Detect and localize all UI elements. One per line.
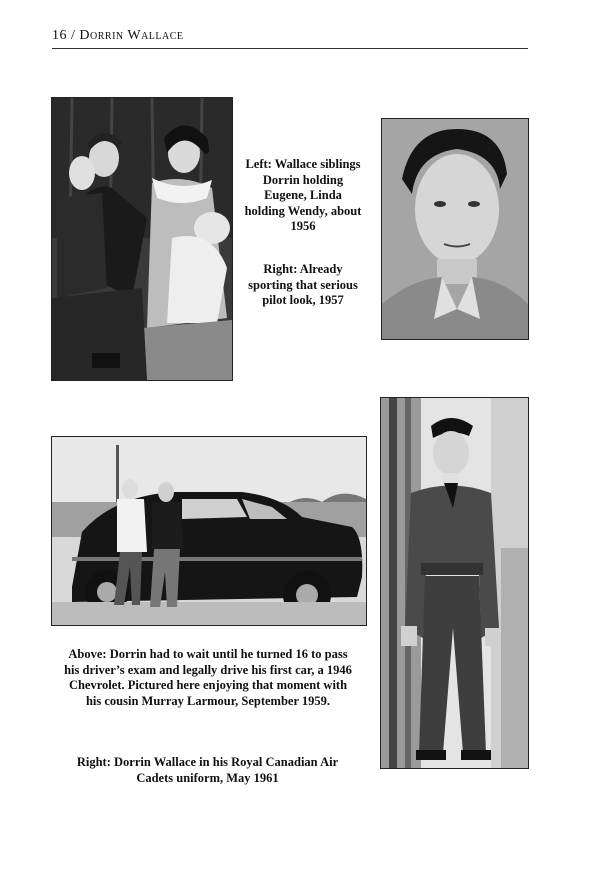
car-photo: [51, 436, 367, 626]
siblings-photo: [51, 97, 233, 381]
siblings-caption: Left: Wallace siblings Dorrin holding Eugene, Linda holding Wendy, about 1956: [244, 157, 362, 233]
page-header: [52, 28, 528, 49]
portrait-photo: [381, 118, 529, 340]
car-caption: Above: Dorrin had to wait until he turned 16 to pass his driver’s exam and legally drive his first car, a 1946 Chevrolet. Pictured here enjoying that moment with his cousin Murray Larmour, September 1959.: [64, 647, 352, 708]
header-separator: /: [67, 28, 80, 43]
uniform-photo: [380, 397, 529, 769]
uniform-caption: Right: Dorrin Wallace in his Royal Canadian Air Cadets uniform, May 1961: [76, 755, 339, 785]
page-number: 16: [52, 28, 67, 43]
running-head-author: Dorrin Wallace: [79, 28, 184, 43]
portrait-caption: Right: Already sporting that serious pilot look, 1957: [248, 262, 358, 307]
